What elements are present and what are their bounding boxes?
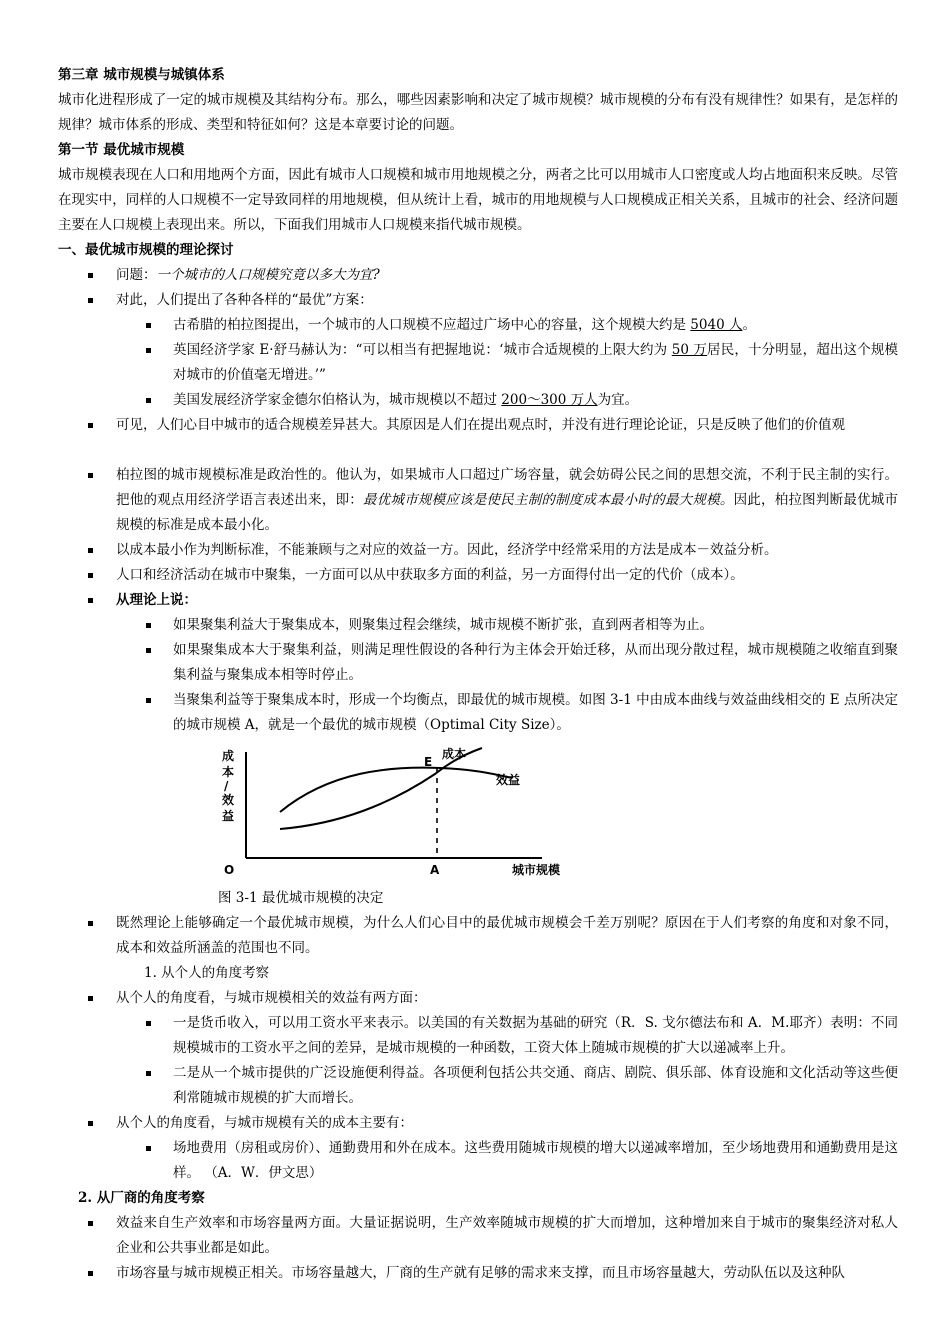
x-axis-label: 城市规模	[512, 863, 561, 877]
benefit-curve	[280, 768, 512, 812]
list-item	[58, 688, 898, 738]
list-item	[58, 1261, 898, 1286]
list-item-text: 如果聚集利益大于聚集成本，则聚集过程会继续，城市规模不断扩张，直到两者相等为止。	[173, 617, 713, 633]
bullet-icon	[88, 921, 93, 926]
point-a-label: A	[430, 863, 440, 877]
bullet-icon	[88, 1271, 93, 1276]
list-item-text: 对此，人们提出了各种各样的“最优”方案：	[116, 292, 373, 308]
subsection-title: 一、最优城市规模的理论探讨	[58, 242, 234, 258]
list-item-text: 效益来自生产效率和市场容量两方面。大量证据说明，生产效率随城市规模的扩大而增加，这种增加来自于城市的聚集经济对私人企业和公共事业都是如此。	[116, 1215, 898, 1256]
bullet-icon	[88, 598, 93, 603]
list-item	[58, 613, 898, 638]
bullet-icon	[146, 1071, 151, 1076]
list-item-text: 。	[742, 317, 756, 333]
subsection-heading: 1. 从个人的角度考察	[144, 965, 270, 981]
list-item-text: 如果聚集成本大于聚集利益，则满足理性假设的各种行为主体会开始迁移，从而出现分散过程，城市规模随之收缩直到聚集利益与聚集成本相等时停止。	[173, 642, 898, 683]
blank-line	[58, 438, 898, 463]
list-item	[58, 463, 898, 538]
point-e-label: E	[424, 755, 433, 769]
section-title: 第一节 最优城市规模	[58, 142, 185, 158]
y-axis-char: 效	[222, 793, 235, 807]
list-item	[58, 313, 898, 338]
origin-label: O	[224, 863, 235, 877]
list-item	[58, 911, 898, 961]
figure-3-1	[58, 746, 898, 886]
bullet-icon	[146, 623, 151, 628]
bullet-icon	[88, 273, 93, 278]
underlined-value: 50 万	[671, 342, 708, 358]
subsection-heading: 2. 从厂商的角度考察	[78, 1190, 205, 1206]
list-item-text: 以成本最小作为判断标准，不能兼顾与之对应的效益一方。因此，经济学中经常采用的方法是成本－效益分析。	[116, 542, 778, 558]
list-item	[58, 338, 898, 388]
list-item-text: 美国发展经济学家金德尔伯格认为，城市规模以不超过	[173, 392, 502, 408]
list-item	[58, 1061, 898, 1111]
list-item	[58, 413, 898, 438]
question-text: 一个城市的人口规模究竟以多大为宜?	[156, 267, 380, 283]
list-item	[58, 1011, 898, 1061]
list-item-text: 因此，柏拉图判断最优城市规模的标准是成本最小化。	[116, 492, 899, 533]
list-item	[58, 1111, 898, 1136]
underlined-value: 200～300 万人	[501, 392, 598, 408]
bullet-icon	[88, 573, 93, 578]
bullet-icon	[88, 1121, 93, 1126]
list-item	[58, 388, 898, 413]
chapter-title: 第三章 城市规模与城镇体系	[58, 67, 225, 83]
y-axis-char: 益	[222, 809, 235, 823]
list-item-text: 二是从一个城市提供的广泛设施便利得益。各项便利包括公共交通、商店、剧院、俱乐部、体育设施和文化活动等这些便利常随城市规模的扩大而增长。	[173, 1065, 898, 1106]
y-axis-char: 本	[222, 765, 235, 779]
list-item	[58, 263, 898, 288]
list-item-text: 既然理论上能够确定一个最优城市规模，为什么人们心目中的最优城市规模会千差万别呢？原因在于人们考察的角度和对象不同，成本和效益所涵盖的范围也不同。	[116, 915, 898, 956]
list-item	[58, 1211, 898, 1261]
bullet-icon	[146, 1021, 151, 1026]
bullet-icon	[88, 423, 93, 428]
y-axis-char: /	[224, 779, 229, 793]
list-item-heading: 从理论上说：	[116, 592, 197, 608]
bullet-icon	[88, 996, 93, 1001]
bullet-icon	[146, 323, 151, 328]
cost-label: 成本	[442, 747, 467, 761]
bullet-icon	[146, 398, 151, 403]
bullet-icon	[146, 648, 151, 653]
list-item-text: 人口和经济活动在城市中聚集，一方面可以从中获取多方面的利益，另一方面得付出一定的代价（成本）。	[116, 567, 744, 583]
question-lead: 问题：	[116, 267, 157, 283]
list-item	[58, 563, 898, 588]
bullet-icon	[146, 1146, 151, 1151]
list-item	[58, 986, 898, 1011]
bullet-icon	[88, 548, 93, 553]
bullet-icon	[146, 348, 151, 353]
list-item-text: 当聚集利益等于聚集成本时，形成一个均衡点，即最优的城市规模。如图 3-1 中由成本曲线与效益曲线相交的 E 点所决定的城市规模 A，就是一个最优的城市规模（Optimal City Size）。	[173, 692, 898, 733]
list-item-text: 场地费用（房租或房价）、通勤费用和外在成本。这些费用随城市规模的增大以递减率增加，至少场地费用和通勤费用是这样。 （A．W．伊文思）	[173, 1140, 898, 1181]
list-item-text: 一是货币收入，可以用工资水平来表示。以美国的有关数据为基础的研究（R．S. 戈尔德法布和 A．M.耶齐）表明：不同规模城市的工资水平之间的差异，是城市规模的一种函数，工资大体上随城市规模的扩大以递减率上升。	[173, 1015, 898, 1056]
list-item-text: 英国经济学家 E·舒马赫认为：“可以相当有把握地说：‘城市合适规模的上限大约为	[173, 342, 672, 358]
benefit-label: 效益	[496, 773, 521, 787]
italic-text: 最优城市规模应该是使民主制的制度成本最小时的最大规模。	[363, 492, 734, 508]
list-item-text: 柏拉图的城市规模标准是政治性的。他认为，如果城市人口超过广场容量，就会妨碍公民之间的思想交流，不利于民主制的实行。把他的观点用经济学语言表述出来，即：	[116, 467, 898, 508]
document-content	[58, 63, 898, 1286]
list-item	[58, 588, 898, 613]
cost-benefit-diagram	[220, 746, 580, 886]
bullet-icon	[88, 1221, 93, 1226]
list-item	[58, 638, 898, 688]
underlined-value: 5040 人	[690, 317, 743, 333]
figure-caption: 图 3-1 最优城市规模的决定	[218, 890, 384, 906]
list-item	[58, 288, 898, 313]
list-item-text: 居民，十分明显，超出这个规模对城市的价值毫无增进。’”	[173, 342, 898, 383]
bullet-icon	[88, 473, 93, 478]
list-item-text: 古希腊的柏拉图提出，一个城市的人口规模不应超过广场中心的容量，这个规模大约是	[173, 317, 691, 333]
list-item-text: 市场容量与城市规模正相关。市场容量越大，厂商的生产就有足够的需求来支撑，而且市场容量越大，劳动队伍以及这种队	[116, 1265, 845, 1281]
bullet-icon	[146, 698, 151, 703]
list-item	[58, 538, 898, 563]
list-item-text: 从个人的角度看，与城市规模有关的成本主要有：	[116, 1115, 413, 1131]
list-item-text: 从个人的角度看，与城市规模相关的效益有两方面：	[116, 990, 427, 1006]
list-item-text: 可见，人们心目中城市的适合规模差异甚大。其原因是人们在提出观点时，并没有进行理论论证，只是反映了他们的价值观	[116, 417, 845, 433]
intro-paragraph: 城市化进程形成了一定的城市规模及其结构分布。那么，哪些因素影响和决定了城市规模？城市规模的分布有没有规律性？如果有，是怎样的规律？城市体系的形成、类型和特征如何？这是本章要讨论的问题。	[58, 92, 898, 133]
bullet-icon	[88, 298, 93, 303]
section-paragraph: 城市规模表现在人口和用地两个方面，因此有城市人口规模和城市用地规模之分，两者之比可以用城市人口密度或人均占地面积来反映。尽管在现实中，同样的人口规模不一定导致同样的用地规模，但从统计上看，城市的用地规模与人口规模成正相关关系，且城市的社会、经济问题主要在人口规模上表现出来。所以，下面我们用城市人口规模来指代城市规模。	[58, 167, 898, 233]
list-item	[58, 1136, 898, 1186]
y-axis-label	[222, 748, 234, 823]
y-axis-char: 成	[222, 749, 235, 763]
list-item-text: 为宜。	[597, 392, 639, 408]
